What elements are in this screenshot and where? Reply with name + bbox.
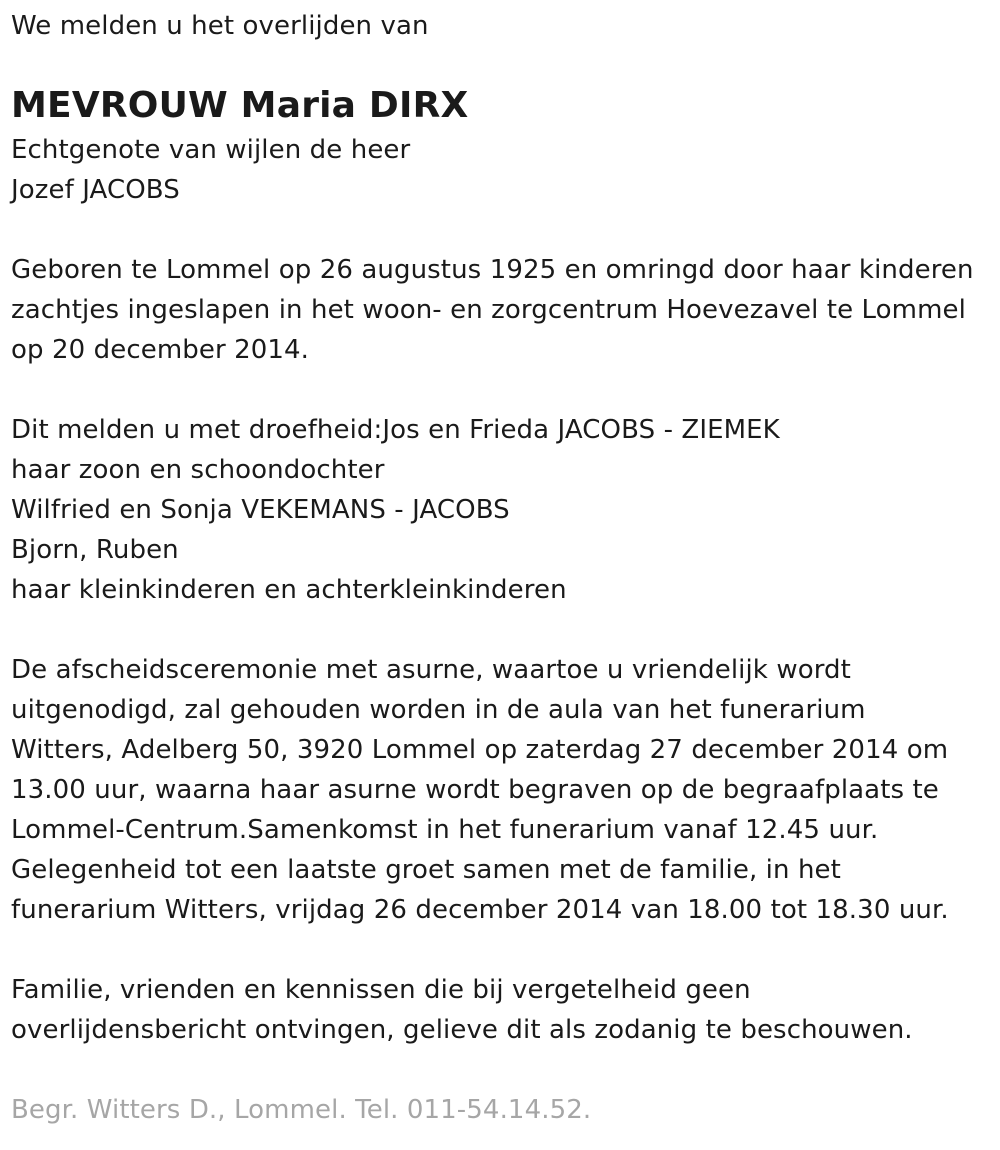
ceremony-line: De afscheidsceremonie met asurne, waartoe u vriendelijk wordt — [11, 655, 851, 685]
closing-line: overlijdensbericht ontvingen, gelieve dit als zodanig te beschouwen. — [11, 1015, 913, 1045]
deceased-name: MEVROUW Maria DIRX — [11, 85, 469, 126]
death-notice — [11, 6, 996, 1130]
closing-block — [11, 970, 996, 1050]
spouse-line: Jozef JACOBS — [11, 175, 180, 205]
spacer — [11, 930, 996, 970]
spouse-block — [11, 130, 996, 210]
family-line: Wilfried en Sonja VEKEMANS - JACOBS — [11, 495, 510, 525]
funeral-home-footer: Begr. Witters D., Lommel. Tel. 011-54.14.52. — [11, 1095, 592, 1125]
family-block — [11, 410, 996, 610]
family-line: haar zoon en schoondochter — [11, 455, 385, 485]
ceremony-line: funerarium Witters, vrijdag 26 december 2014 van 18.00 tot 18.30 uur. — [11, 895, 949, 925]
spouse-line: Echtgenote van wijlen de heer — [11, 135, 411, 165]
ceremony-line: Lommel-Centrum.Samenkomst in het funerarium vanaf 12.45 uur. — [11, 815, 879, 845]
ceremony-line: 13.00 uur, waarna haar asurne wordt begraven op de begraafplaats te — [11, 775, 939, 805]
spacer — [11, 370, 996, 410]
family-line: Dit melden u met droefheid:Jos en Frieda JACOBS - ZIEMEK — [11, 415, 780, 445]
closing-line: Familie, vrienden en kennissen die bij vergetelheid geen — [11, 975, 751, 1005]
ceremony-block — [11, 650, 996, 930]
ceremony-line: uitgenodigd, zal gehouden worden in de aula van het funerarium — [11, 695, 866, 725]
intro-text: We melden u het overlijden van — [11, 11, 429, 41]
birth-death-line: Geboren te Lommel op 26 augustus 1925 en omringd door haar kinderen — [11, 255, 974, 285]
spacer — [11, 1050, 996, 1090]
family-line: Bjorn, Ruben — [11, 535, 179, 565]
birth-death-line: op 20 december 2014. — [11, 335, 310, 365]
ceremony-line: Gelegenheid tot een laatste groet samen met de familie, in het — [11, 855, 841, 885]
spacer — [11, 610, 996, 650]
birth-death-line: zachtjes ingeslapen in het woon- en zorgcentrum Hoevezavel te Lommel — [11, 295, 966, 325]
spacer — [11, 210, 996, 250]
ceremony-line: Witters, Adelberg 50, 3920 Lommel op zaterdag 27 december 2014 om — [11, 735, 949, 765]
birth-death-block — [11, 250, 996, 370]
family-line: haar kleinkinderen en achterkleinkinderen — [11, 575, 567, 605]
